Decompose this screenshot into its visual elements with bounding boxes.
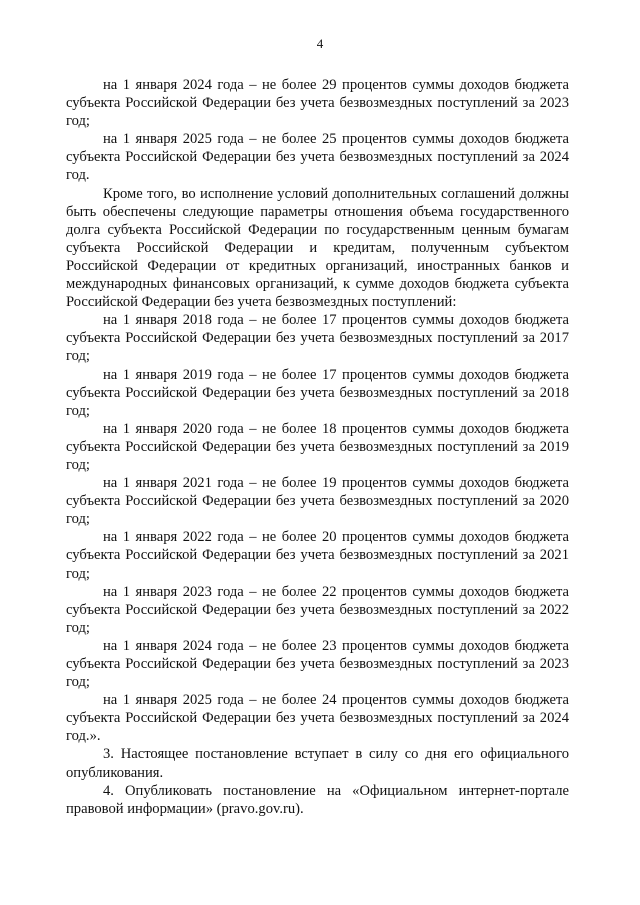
paragraph-limit-2019: на 1 января 2019 года – не более 17 процентов суммы доходов бюджета субъекта Российской Федерации без учета безвозмездных поступлений за 2018 год; (66, 366, 569, 419)
paragraph-limit-2023: на 1 января 2023 года – не более 22 процентов суммы доходов бюджета субъекта Российской Федерации без учета безвозмездных поступлений за 2022 год; (66, 583, 569, 636)
document-body (66, 76, 569, 818)
paragraph-publication: 4. Опубликовать постановление на «Официальном интернет-портале правовой информации» (pravo.gov.ru). (66, 782, 569, 817)
paragraph-limit-2022: на 1 января 2022 года – не более 20 процентов суммы доходов бюджета субъекта Российской Федерации без учета безвозмездных поступлений за 2021 год; (66, 529, 569, 582)
paragraph-limit-2025-first: на 1 января 2025 года – не более 25 процентов суммы доходов бюджета субъекта Российской Федерации без учета безвозмездных поступлений за 2024 год. (66, 131, 569, 184)
paragraph-limit-2020: на 1 января 2020 года – не более 18 процентов суммы доходов бюджета субъекта Российской Федерации без учета безвозмездных поступлений за 2019 год; (66, 420, 569, 473)
paragraph-additional-agreements: Кроме того, во исполнение условий дополнительных соглашений должны быть обеспечены следующие параметры отношения объема государственного долга субъекта Российской Федерации по государственным ценным бумагам субъекта Российской Федерации и кредитам, полученным субъектом Российской Федерации от кредитных организаций, иностранных банков и международных финансовых организаций, к сумме доходов бюджета субъекта Российской Федерации без учета безвозмездных поступлений: (66, 185, 569, 311)
page-number: 4 (316, 36, 324, 51)
paragraph-limit-2024-first: на 1 января 2024 года – не более 29 процентов суммы доходов бюджета субъекта Российской Федерации без учета безвозмездных поступлений за 2023 год; (66, 77, 569, 130)
paragraph-limit-2024-second: на 1 января 2024 года – не более 23 процентов суммы доходов бюджета субъекта Российской Федерации без учета безвозмездных поступлений за 2023 год; (66, 637, 569, 691)
paragraph-effective-date: 3. Настоящее постановление вступает в силу со дня его официального опубликования. (66, 746, 569, 781)
paragraph-limit-2018: на 1 января 2018 года – не более 17 процентов суммы доходов бюджета субъекта Российской Федерации без учета безвозмездных поступлений за 2017 год; (66, 312, 569, 365)
paragraph-limit-2021: на 1 января 2021 года – не более 19 процентов суммы доходов бюджета субъекта Российской Федерации без учета безвозмездных поступлений за 2020 год; (66, 475, 569, 528)
paragraph-limit-2025-second: на 1 января 2025 года – не более 24 процентов суммы доходов бюджета субъекта Российской Федерации без учета безвозмездных поступлений за 2024 год.». (66, 692, 569, 745)
